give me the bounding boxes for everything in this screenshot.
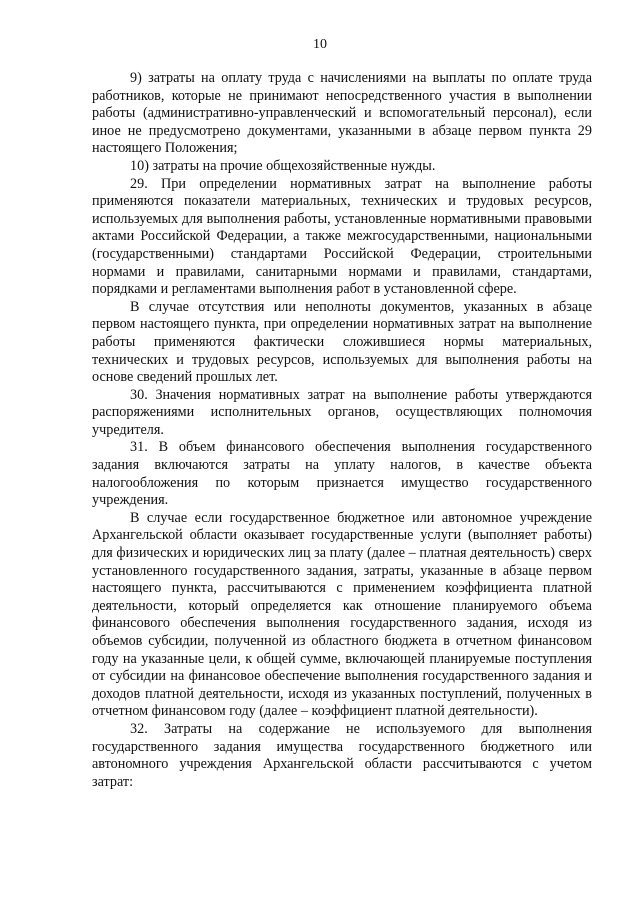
page-number: 10 [313,37,327,52]
paragraph-29: 29. При определении нормативных затрат на выполнение работы применяются показатели материальных, технических и трудовых ресурсов, используемых для выполнения работы, установленные нормативными правовыми актами Российской Федерации, а также межгосударственными, национальными (государственными) стандартами Российской Федерации, строительными нормами и правилами, санитарными нормами и правилами, стандартами, порядками и регламентами выполнения работ в установленной сфере. [92,175,592,298]
paragraph-30: 30. Значения нормативных затрат на выполнение работы утверждаются распоряжениями исполнительных органов, осуществляющих полномочия учредителя. [92,386,592,438]
document-body [92,70,592,791]
paragraph-31-second: В случае если государственное бюджетное или автономное учреждение Архангельской области оказывает государственные услуги (выполняет работы) для физических и юридических лиц за плату (далее – платная деятельность) сверх установленного государственного задания, затраты, указанные в абзаце первом настоящего пункта, рассчитываются с применением коэффициента платной деятельности, который определяется как отношение планируемого объема финансового обеспечения выполнения государственного задания, исходя из объемов субсидии, полученной из областного бюджета в отчетном финансовом году на указанные цели, к общей сумме, включающей планируемые поступления от субсидии на финансовое обеспечение выполнения государственного задания и доходов платной деятельности, исходя из указанных поступлений, полученных в отчетном финансовом году (далее – коэффициент платной деятельности). [92,509,592,720]
paragraph-item-10: 10) затраты на прочие общехозяйственные нужды. [130,157,436,174]
paragraph-32: 32. Затраты на содержание не используемого для выполнения государственного задания имущества государственного бюджетного или автономного учреждения Архангельской области рассчитываются с учетом затрат: [92,720,592,790]
paragraph-item-9: 9) затраты на оплату труда с начислениями на выплаты по оплате труда работников, которые не принимают непосредственного участия в выполнении работы (административно-управленческий и вспомогательный персонал), если иное не предусмотрено документами, указанными в абзаце первом пункта 29 настоящего Положения; [92,70,592,157]
paragraph-31: 31. В объем финансового обеспечения выполнения государственного задания включаются затраты на уплату налогов, в качестве объекта налогообложения по которым признается имущество государственного учреждения. [92,439,592,509]
paragraph-29-second: В случае отсутствия или неполноты документов, указанных в абзаце первом настоящего пункта, при определении нормативных затрат на выполнение работы применяются фактически сложившиеся нормы материальных, технических и трудовых ресурсов, используемых для выполнения работы на основе сведений прошлых лет. [92,298,592,386]
